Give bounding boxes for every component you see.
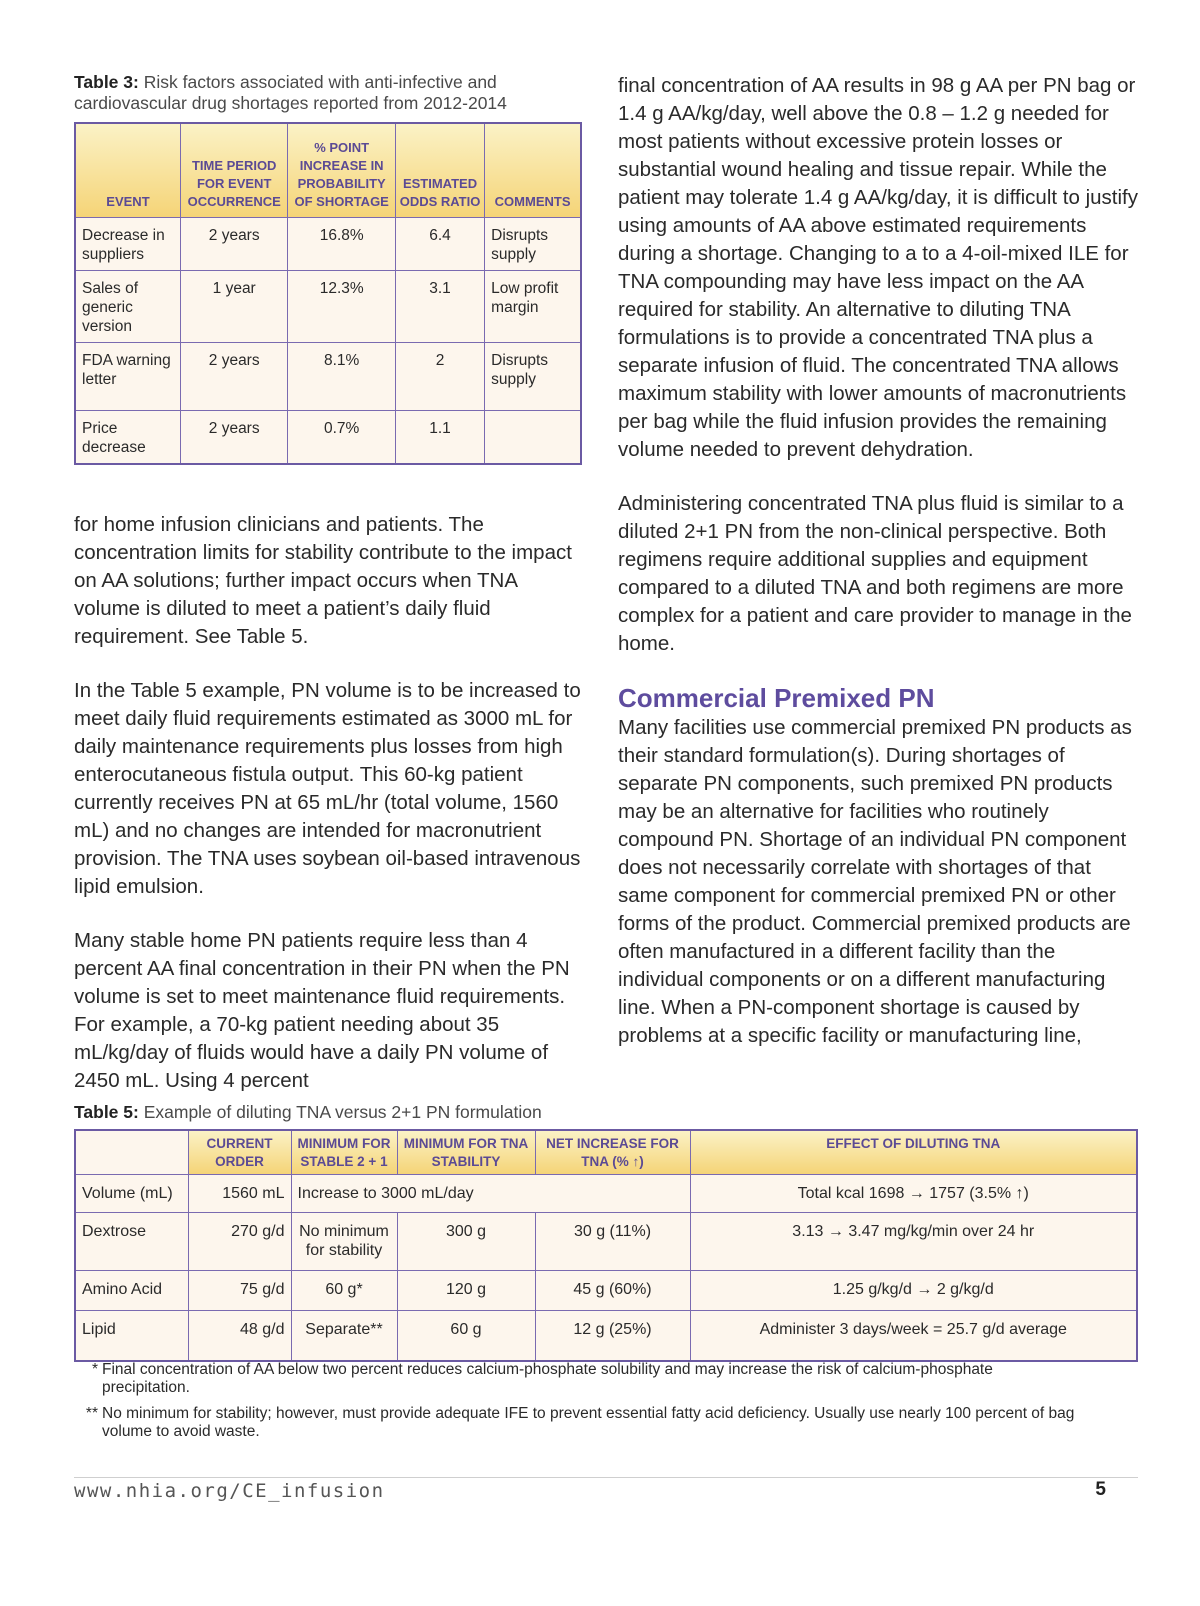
table5-cell-label: Dextrose: [75, 1213, 188, 1271]
table3-cell-event: FDA warning letter: [75, 342, 180, 410]
table5-cell-min-tna: 60 g: [397, 1311, 535, 1361]
table5-cell-min-tna: 300 g: [397, 1213, 535, 1271]
table-row: [75, 410, 581, 464]
table3-cell-time: 2 years: [180, 342, 287, 410]
footer-divider: [74, 1477, 1138, 1478]
table5-cell-current: 270 g/d: [188, 1213, 291, 1271]
footnote-mark: **: [85, 1405, 98, 1422]
table3-header-comments: COMMENTS: [485, 123, 581, 217]
left-paragraph-2: In the Table 5 example, PN volume is to be increased to meet daily fluid requirements estimated as 3000 mL for daily maintenance requirements plus losses from high enterocutaneous fistula output. This 60-kg patient currently receives PN at 65 mL/hr (total volume, 1560 mL) and no changes are intended for macronutrient provision. The TNA uses soybean oil-based intravenous lipid emulsion.: [74, 678, 581, 898]
table5-cell-effect: Total kcal 1698 → 1757 (3.5% ↑): [690, 1175, 1137, 1213]
table3-cell-odds: 6.4: [395, 217, 484, 270]
table5-cell-label: Volume (mL): [75, 1175, 188, 1213]
table-row: [75, 270, 581, 342]
table3-caption-text: Risk factors associated with anti-infective and cardiovascular drug shortages reported from 2012-2014: [74, 72, 507, 113]
table3-header-row: [75, 123, 581, 217]
footnote-text: Final concentration of AA below two percent reduces calcium-phosphate solubility and may increase the risk of calcium-phosphate precipitation.: [102, 1361, 993, 1396]
table5-block: [74, 1102, 1138, 1362]
table3-cell-odds: 2: [395, 342, 484, 410]
table3-cell-time: 1 year: [180, 270, 287, 342]
footnote-text: No minimum for stability; however, must provide adequate IFE to prevent essential fatty acid deficiency. Usually use nearly 100 percent of bag volume to avoid waste.: [102, 1405, 1075, 1440]
table5-header-row: [75, 1130, 1137, 1175]
table3-cell-increase: 12.3%: [288, 270, 395, 342]
table3: [74, 122, 582, 465]
table5-footnote-1: [80, 1361, 1080, 1397]
table3-cell-increase: 8.1%: [288, 342, 395, 410]
table3-header-event: EVENT: [75, 123, 180, 217]
table3-cell-odds: 3.1: [395, 270, 484, 342]
table5-header-effect: EFFECT OF DILUTING TNA: [690, 1130, 1137, 1175]
page-number: 5: [1095, 1479, 1106, 1500]
footnote-mark: *: [91, 1361, 98, 1378]
table5-cell-net: 45 g (60%): [535, 1271, 690, 1311]
table5: [74, 1129, 1138, 1362]
section-heading: Commercial Premixed PN: [618, 683, 935, 713]
right-paragraph-2: Administering concentrated TNA plus fluid is similar to a diluted 2+1 PN from the non-clinical perspective. Both regimens require additional supplies and equipment compared to a diluted TNA and both regimens are more complex for a patient and care provider to manage in the home.: [618, 492, 1132, 655]
table3-cell-increase: 0.7%: [288, 410, 395, 464]
table5-cell-current: 75 g/d: [188, 1271, 291, 1311]
table3-cell-comment: [485, 410, 581, 464]
table3-cell-time: 2 years: [180, 217, 287, 270]
table5-footnote-2: [80, 1405, 1080, 1441]
table5-cell-net: 12 g (25%): [535, 1311, 690, 1361]
right-paragraph-1: final concentration of AA results in 98 g AA per PN bag or 1.4 g AA/kg/day, well above the 0.8 – 1.2 g needed for most patients without excessive protein losses or substantial wound healing and tissue repair. While the patient may tolerate 1.4 g AA/kg/day, it is difficult to justify using amounts of AA above estimated requirements during a shortage. Changing to a to a 4-oil-mixed ILE for TNA compounding may have less impact on the AA required for stability. An alternative to diluting TNA formulations is to provide a concentrated TNA plus a separate infusion of fluid. The concentrated TNA allows maximum stability with lower amounts of macronutrients per bag while the fluid infusion provides the remaining volume needed to prevent dehydration.: [618, 74, 1138, 461]
table3-cell-comment: Disrupts supply: [485, 217, 581, 270]
table3-cell-event: Decrease in suppliers: [75, 217, 180, 270]
table5-cell-min-stable: No minimum for stability: [291, 1213, 397, 1271]
table5-cell-effect: 3.13 → 3.47 mg/kg/min over 24 hr: [690, 1213, 1137, 1271]
table5-cell-min-stable: Separate**: [291, 1311, 397, 1361]
table-row: [75, 342, 581, 410]
table5-header-blank: [75, 1130, 188, 1175]
table3-caption-label: Table 3:: [74, 72, 139, 92]
table3-cell-comment: Disrupts supply: [485, 342, 581, 410]
table5-header-min-tna: MINIMUM FOR TNA STABILITY: [397, 1130, 535, 1175]
table-row: [75, 1213, 1137, 1271]
table3-caption: [74, 72, 582, 114]
table3-header-point-increase: % POINT INCREASE IN PROBABILITY OF SHORTAGE: [288, 123, 395, 217]
table5-cell-effect: Administer 3 days/week = 25.7 g/d average: [690, 1311, 1137, 1361]
table5-cell-effect: 1.25 g/kg/d → 2 g/kg/d: [690, 1271, 1137, 1311]
footer-url-link[interactable]: www.nhia.org/CE_infusion: [74, 1480, 385, 1502]
table5-cell-label: Lipid: [75, 1311, 188, 1361]
table5-header-current-order: CURRENT ORDER: [188, 1130, 291, 1175]
table-row: [75, 1311, 1137, 1361]
table5-caption-label: Table 5:: [74, 1102, 139, 1122]
section-paragraph: Many facilities use commercial premixed PN products as their standard formulation(s). During shortages of separate PN components, such premixed PN products may be an alternative for facilities who routinely compound PN. Shortage of an individual PN component does not necessarily correlate with shortages of that same component for commercial premixed PN or other forms of the product. Commercial premixed products are often manufactured in a different facility than the individual components or on a different manufacturing line. When a PN-component shortage is caused by problems at a specific facility or manufacturing line,: [618, 716, 1132, 1047]
table3-cell-comment: Low profit margin: [485, 270, 581, 342]
table5-cell-volume-span: Increase to 3000 mL/day: [291, 1175, 690, 1213]
left-paragraph-1: for home infusion clinicians and patients. The concentration limits for stability contribute to the impact on AA solutions; further impact occurs when TNA volume is diluted to meet a patient’s daily fluid requirement. See Table 5.: [74, 512, 572, 648]
table5-header-net-increase: NET INCREASE FOR TNA (% ↑): [535, 1130, 690, 1175]
table3-header-odds-ratio: ESTIMATED ODDS RATIO: [395, 123, 484, 217]
table-row: [75, 217, 581, 270]
table3-header-time-period: TIME PERIOD FOR EVENT OCCURRENCE: [180, 123, 287, 217]
table3-cell-event: Sales of generic version: [75, 270, 180, 342]
table5-cell-current: 1560 mL: [188, 1175, 291, 1213]
table5-cell-min-tna: 120 g: [397, 1271, 535, 1311]
table5-caption: [74, 1102, 1138, 1123]
table5-cell-current: 48 g/d: [188, 1311, 291, 1361]
table5-cell-net: 30 g (11%): [535, 1213, 690, 1271]
table3-cell-time: 2 years: [180, 410, 287, 464]
table3-cell-event: Price decrease: [75, 410, 180, 464]
table-row: [75, 1271, 1137, 1311]
right-column: [618, 72, 1138, 1050]
left-paragraph-3: Many stable home PN patients require less than 4 percent AA final concentration in their PN when the PN volume is set to meet maintenance fluid requirements. For example, a 70-kg patient needing about 35 mL/kg/day of fluids would have a daily PN volume of 2450 mL. Using 4 percent: [74, 928, 570, 1092]
table3-cell-increase: 16.8%: [288, 217, 395, 270]
left-column: [74, 72, 582, 1095]
table5-cell-min-stable: 60 g*: [291, 1271, 397, 1311]
table5-cell-label: Amino Acid: [75, 1271, 188, 1311]
table3-cell-odds: 1.1: [395, 410, 484, 464]
table-row: [75, 1175, 1137, 1213]
table5-header-min-stable: MINIMUM FOR STABLE 2 + 1: [291, 1130, 397, 1175]
table5-caption-text: Example of diluting TNA versus 2+1 PN formulation: [138, 1102, 542, 1122]
